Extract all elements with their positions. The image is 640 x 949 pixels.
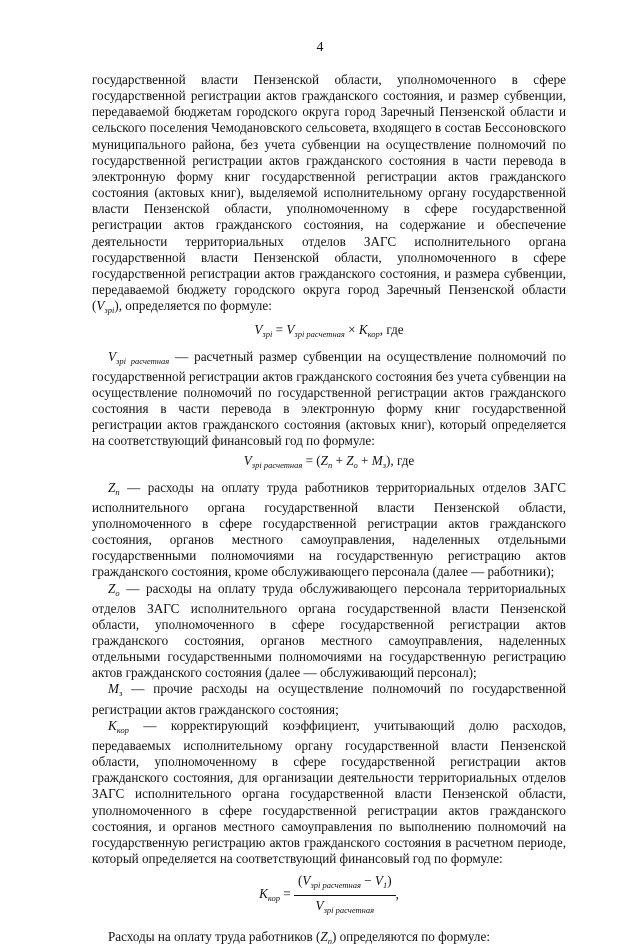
paragraph-kkor-definition: $K_{кор}$ — корректирующий коэффициент, учитывающий долю расходов, передаваемых исполнительному органу государственной власти Пензенской области, уполномоченному в сфере государственной регистрации актов гражданского состояния, для организации деятельности территориальных отделов ЗАГС исполнительного органа государственной власти Пензенской области, уполномоченного в сфере государственной регистрации актов гражданского состояния, и органов местного самоуправления по выполнению полномочий на государственную регистрацию актов гражданского состояния в расчетном периоде, который определяется на соответствующий финансовый год по формуле:	[92, 717, 566, 867]
fraction	[294, 873, 396, 918]
paragraph-mz-definition: $M_з$ — прочие расходы на осуществление полномочий по государственной регистрации актов гражданского состояния;	[92, 681, 566, 717]
page-number: 4	[316, 40, 324, 55]
fraction-denominator: $V_{зрi расчетная}$	[315, 898, 375, 916]
paragraph-intro: государственной власти Пензенской области, уполномоченного в сфере государственной регистрации актов гражданского состояния, и размер субвенции, передаваемой бюджетам городского округа город Заречный Пензенской области и сельского поселения Чемодановского сельсовета, входящего в состав Бессоновского муниципального района, без учета субвенции на осуществление полномочий по государственной регистрации актов гражданского состояния в части перевода в электронную форму книг государственной регистрации актов гражданского состояния (актовых книг), выделяемой исполнительному органу государственной власти Пензенской области, уполномоченному в сфере государственной регистрации актов гражданского состояния, на содержание и обеспечение деятельности территориальных отделов ЗАГС исполнительного органа государственной власти Пензенской области, уполномоченного в сфере государственной регистрации актов гражданского состояния, и размера субвенции, передаваемой бюджету городского округа город Заречный Пензенской области $(V_{зрi})$, определяется по формуле:	[92, 72, 566, 316]
paragraph-zn-definition: $Z_п$ — расходы на оплату труда работников территориальных отделов ЗАГС исполнительного органа государственной власти Пензенской области, уполномоченного в сфере государственной регистрации актов гражданского состояния, органов местного самоуправления, наделенных отдельными государственными полномочиями на государственную регистрацию актов гражданского состояния, кроме обслуживающего персонала (далее — работники);	[92, 479, 566, 580]
paragraph-zn-formula-intro: Расходы на оплату труда работников $(Z_п)$ определяются по формуле:	[108, 928, 490, 946]
fraction-numerator: $(V_{зрi расчетная} - V_1)$	[294, 873, 396, 896]
formula-v-gri: $V_{зрi} = V_{зрi расчетная} \times K_{кор}$, где	[254, 322, 404, 340]
document-body	[92, 72, 566, 949]
formula-k-kor: $K_{кор}$ = $\frac{(V_{зрi расчетная} - V_1)}{V_{зрi расчетная}}$ ,	[92, 873, 566, 918]
formula-v-calc: $V_{зрi расчетная} = (Z_п + Z_о + M_з)$, где	[243, 453, 415, 471]
paragraph-v-calc-definition: $V_{зрi расчетная}$ — расчетный размер субвенции на осуществление полномочий по государственной регистрации актов гражданского состояния без учета субвенции на осуществление полномочий по государственной регистрации актов гражданского состояния в части перевода в электронную форму книг государственной регистрации актов гражданского состояния (актовых книг), который определяется на соответствующий финансовый год по формуле:	[92, 348, 566, 449]
paragraph-zo-definition: $Z_о$ — расходы на оплату труда обслуживающего персонала территориальных отделов ЗАГС исполнительного органа государственной власти Пензенской области, уполномоченного в сфере государственной регистрации актов гражданского состояния, органов местного самоуправления, наделенных отдельными государственными полномочиями на государственную регистрацию актов гражданского состояния (далее — обслуживающий персонал);	[92, 580, 566, 681]
